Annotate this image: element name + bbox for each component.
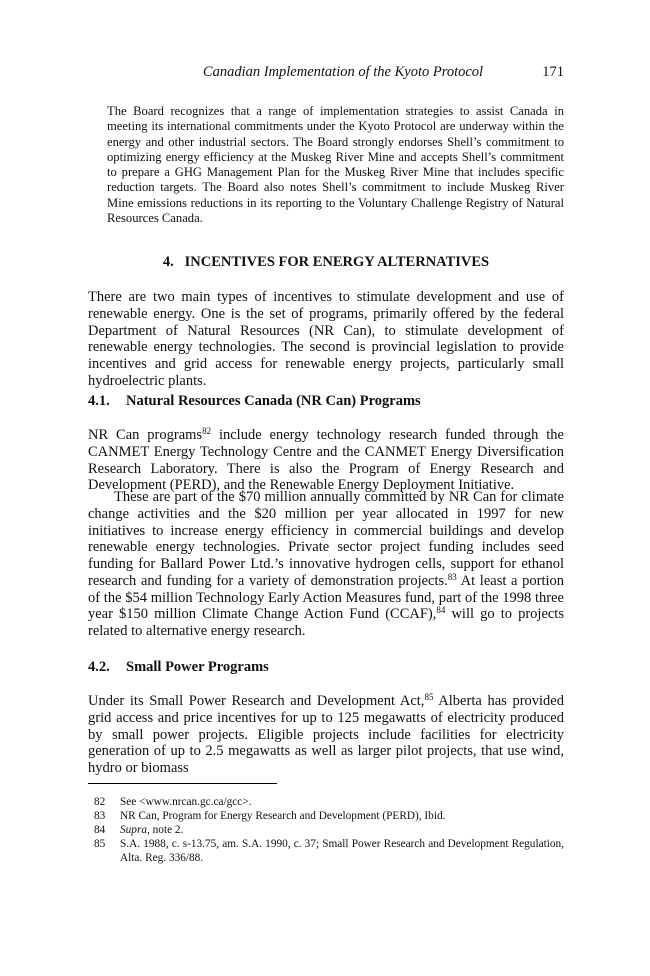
footnote-ref-85[interactable]: 85 (424, 692, 434, 702)
footnote-ref-84[interactable]: 84 (436, 605, 446, 616)
footnote-82 (88, 795, 564, 809)
running-title: Canadian Implementation of the Kyoto Protocol (202, 64, 484, 80)
footnote-italic-text: Supra (120, 824, 147, 836)
footnote-text: See <www.nrcan.gc.ca/gcc>. (120, 796, 252, 808)
paragraph-text: NR Can programs (88, 427, 203, 443)
section-title: INCENTIVES FOR ENERGY ALTERNATIVES (184, 254, 490, 270)
small-power-paragraph (88, 693, 564, 777)
section-heading (88, 254, 564, 271)
footnote-85 (88, 837, 564, 865)
footnote-number: 85 (94, 838, 106, 850)
subsection-title: Small Power Programs (126, 659, 269, 675)
paragraph-text: These are part of the $70 million annually committed by NR Can for climate change activities and the $20 million per year allocated in 1997 for new initiatives to increase energy efficiency in commercial buildings and develop renewable energy technologies. Private sector project funding includes seed funding for Ballard Power Ltd.’s innovative hydrogen cells, support for ethanol research and funding for a variety of demonstration projects. (88, 489, 564, 589)
subsection-heading-4-2 (88, 659, 564, 676)
running-head (88, 64, 564, 84)
footnote-text: , note 2. (147, 824, 184, 836)
section-intro-paragraph: There are two main types of incentives to stimulate development and use of renewable energy. One is the set of programs, primarily offered by the federal Department of Natural Resources (NR Can), to stimulate development of renewable energy technologies. The second is provincial legislation to provide incentives and grid access for renewable energy projects, particularly small hydroelectric plants. (88, 289, 564, 389)
section-number: 4. (162, 254, 174, 270)
nrcan-paragraph-1 (88, 427, 564, 494)
subsection-number: 4.1. (88, 393, 110, 409)
footnote-number: 83 (94, 810, 106, 822)
subsection-number: 4.2. (88, 659, 110, 675)
page-number: 171 (542, 64, 564, 80)
paragraph-text: include energy technology research funded through the CANMET Energy Technology Centre and the CANMET Energy Diversification Research Laboratory. There is also the Program of Energy Research and Development (PERD), and the Renewable Energy Deployment Initiative. (88, 427, 564, 494)
footnote-divider (88, 783, 277, 784)
footnote-ref-83[interactable]: 83 (447, 571, 457, 582)
footnote-text: S.A. 1988, c. s-13.75, am. S.A. 1990, c. 37; Small Power Research and Development Regulation, Alta. Reg. 336/88. (120, 838, 564, 864)
footnote-number: 84 (94, 824, 106, 836)
footnote-number: 82 (94, 796, 106, 808)
footnote-84 (88, 823, 564, 837)
footnote-text: NR Can, Program for Energy Research and Development (PERD), Ibid. (120, 810, 446, 822)
paragraph-text: Alberta has provided grid access and price incentives for up to 125 megawatts of electricity produced by small power projects. Eligible projects include facilities for electricity generation of up to 2.5 megawatts as well as larger pilot projects, that use wind, hydro or biomass (88, 693, 564, 776)
paragraph-text: At least a portion of the $54 million Technology Early Action Measures fund, part of the 1998 three year $150 million Climate Change Action Fund (CCAF), (88, 572, 565, 623)
nrcan-paragraph-2 (88, 489, 564, 640)
paragraph-text: Under its Small Power Research and Development Act, (88, 693, 425, 709)
footnotes (88, 795, 564, 865)
subsection-heading-4-1 (88, 393, 564, 410)
footnote-ref-82[interactable]: 82 (202, 426, 212, 436)
block-quote: The Board recognizes that a range of implementation strategies to assist Canada in meeting its international commitments under the Kyoto Protocol are underway within the energy and other industrial sectors. The Board strongly endorses Shell’s commitment to optimizing energy efficiency at the Muskeg River Mine and accepts Shell’s commitment to prepare a GHG Management Plan for the Muskeg River Mine that includes specific reduction targets. The Board also notes Shell’s commitment to include Muskeg River Mine emissions reductions in its reporting to the Voluntary Challenge Registry of Natural Resources Canada. (107, 104, 564, 226)
subsection-title: Natural Resources Canada (NR Can) Programs (126, 393, 421, 409)
paragraph-text: will go to projects related to alternative energy research. (88, 606, 564, 639)
footnote-83 (88, 809, 564, 823)
